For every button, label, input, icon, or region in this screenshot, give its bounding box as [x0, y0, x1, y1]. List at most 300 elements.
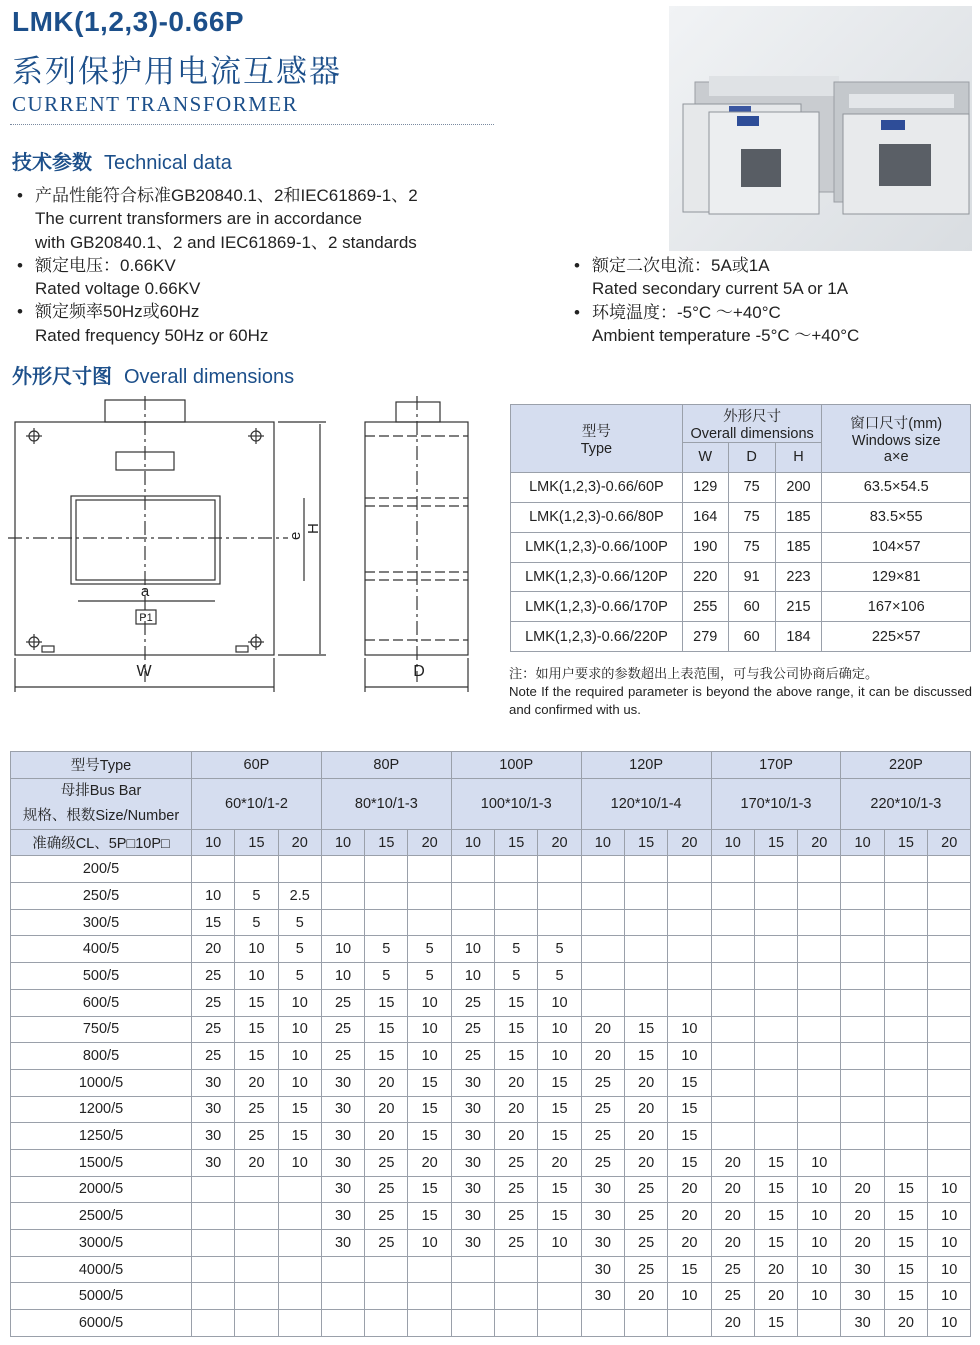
ratio-row	[11, 1096, 971, 1123]
dimension-row	[511, 472, 971, 502]
burden-cell	[754, 936, 797, 963]
dimensions-heading-en: Overall dimensions	[124, 366, 295, 388]
burden-cell: 25	[581, 1123, 624, 1150]
burden-cell: 30	[451, 1123, 494, 1150]
cl-cell: 10	[711, 829, 754, 856]
burden-cell	[278, 1256, 321, 1283]
burden-cell	[408, 1256, 451, 1283]
burden-cell: 10	[408, 1043, 451, 1070]
burden-cell: 10	[538, 1230, 581, 1257]
burden-cell: 10	[928, 1283, 971, 1310]
burden-cell: 20	[365, 1123, 408, 1150]
ratio-cell: 1000/5	[11, 1069, 192, 1096]
burden-cell: 15	[668, 1149, 711, 1176]
burden-cell: 15	[754, 1203, 797, 1230]
burden-cell: 10	[798, 1176, 841, 1203]
burden-cell: 10	[278, 1043, 321, 1070]
burden-cell	[841, 936, 884, 963]
burden-cell: 25	[365, 1149, 408, 1176]
burden-cell: 25	[321, 989, 364, 1016]
burden-cell	[278, 1230, 321, 1257]
value-cell: 225×57	[822, 622, 971, 652]
value-cell: 279	[682, 622, 728, 652]
burden-cell: 15	[365, 1016, 408, 1043]
burden-cell: 10	[928, 1230, 971, 1257]
series-title-cn: 系列保护用电流互感器	[12, 54, 342, 90]
cl-cell: 20	[408, 829, 451, 856]
burden-cell: 10	[798, 1283, 841, 1310]
burden-cell: 20	[192, 936, 235, 963]
burden-cell	[581, 856, 624, 883]
burden-cell	[538, 883, 581, 910]
burden-cell	[928, 1016, 971, 1043]
burden-cell: 30	[841, 1256, 884, 1283]
burden-cell	[538, 1256, 581, 1283]
burden-cell: 15	[884, 1256, 927, 1283]
burden-cell	[711, 989, 754, 1016]
burden-cell	[754, 963, 797, 990]
burden-cell	[408, 1310, 451, 1337]
burden-cell: 20	[754, 1256, 797, 1283]
burden-cell: 25	[321, 1043, 364, 1070]
burden-cell	[798, 856, 841, 883]
burden-cell	[928, 1096, 971, 1123]
burden-cell	[495, 909, 538, 936]
cl-cell: 15	[235, 829, 278, 856]
burden-cell	[841, 963, 884, 990]
burden-cell	[711, 909, 754, 936]
burden-cell: 10	[278, 1016, 321, 1043]
burden-cell	[365, 856, 408, 883]
busbar-cell: 100*10/1-3	[451, 778, 581, 829]
spec-line: • 额定二次电流：5A或1A	[569, 254, 859, 277]
ratio-row	[11, 1016, 971, 1043]
burden-cell: 10	[278, 1069, 321, 1096]
burden-cell: 20	[711, 1230, 754, 1257]
dimension-row	[511, 502, 971, 532]
ratio-row	[11, 1310, 971, 1337]
burden-cell	[798, 1043, 841, 1070]
burden-cell	[668, 963, 711, 990]
dim-label-a: a	[140, 583, 150, 600]
busbar-label-line: 规格、根数Size/Number	[22, 807, 180, 824]
cl-cell: 20	[798, 829, 841, 856]
burden-cell	[624, 856, 667, 883]
burden-cell: 20	[365, 1096, 408, 1123]
burden-cell: 25	[365, 1230, 408, 1257]
burden-cell	[408, 856, 451, 883]
burden-cell	[928, 1149, 971, 1176]
burden-cell: 25	[624, 1256, 667, 1283]
burden-cell: 15	[668, 1123, 711, 1150]
burden-cell: 20	[495, 1069, 538, 1096]
burden-cell	[624, 909, 667, 936]
burden-cell	[711, 936, 754, 963]
burden-cell: 10	[192, 883, 235, 910]
burden-cell	[624, 1310, 667, 1337]
accuracy-table	[10, 751, 971, 1337]
burden-cell: 20	[624, 1123, 667, 1150]
burden-cell	[841, 1149, 884, 1176]
burden-cell: 5	[235, 909, 278, 936]
burden-cell	[841, 1043, 884, 1070]
burden-cell	[754, 1069, 797, 1096]
burden-cell: 10	[451, 963, 494, 990]
burden-cell	[668, 883, 711, 910]
ratio-cell: 6000/5	[11, 1310, 192, 1337]
technical-heading-en: Technical data	[104, 152, 232, 174]
burden-cell	[538, 856, 581, 883]
burden-cell	[624, 963, 667, 990]
burden-cell: 10	[928, 1256, 971, 1283]
burden-cell: 20	[624, 1149, 667, 1176]
value-cell: 63.5×54.5	[822, 472, 971, 502]
burden-cell: 25	[581, 1149, 624, 1176]
burden-cell	[192, 1310, 235, 1337]
value-cell: 185	[775, 502, 822, 532]
cl-cell: 15	[754, 829, 797, 856]
burden-cell	[668, 936, 711, 963]
burden-cell: 10	[668, 1283, 711, 1310]
burden-cell: 25	[365, 1176, 408, 1203]
burden-cell: 25	[321, 1016, 364, 1043]
cl-label: 准确级CL、5P□10P□	[11, 829, 192, 856]
burden-cell: 15	[365, 1043, 408, 1070]
value-cell: 223	[775, 562, 822, 592]
header-divider	[10, 124, 494, 125]
cl-cell: 20	[668, 829, 711, 856]
burden-cell: 15	[495, 1043, 538, 1070]
burden-cell: 5	[278, 963, 321, 990]
burden-cell	[711, 856, 754, 883]
spec-line: • 环境温度：-5°C ～+40°C	[569, 301, 859, 324]
burden-cell: 30	[451, 1069, 494, 1096]
burden-cell	[928, 936, 971, 963]
dim-label-p1: P1	[139, 612, 153, 624]
burden-cell	[408, 1283, 451, 1310]
burden-cell: 30	[581, 1176, 624, 1203]
burden-cell	[235, 856, 278, 883]
burden-cell: 10	[668, 1016, 711, 1043]
burden-cell	[624, 989, 667, 1016]
value-cell: 185	[775, 532, 822, 562]
dimension-table	[510, 404, 971, 652]
burden-cell	[624, 936, 667, 963]
note	[509, 665, 972, 719]
burden-cell	[278, 856, 321, 883]
dimension-row	[511, 622, 971, 652]
cl-cell: 20	[538, 829, 581, 856]
burden-cell	[884, 1043, 927, 1070]
spec-line: The current transformers are in accordance	[35, 209, 362, 229]
ratio-row	[11, 1043, 971, 1070]
burden-cell: 5	[538, 936, 581, 963]
burden-cell: 30	[841, 1310, 884, 1337]
burden-cell	[841, 989, 884, 1016]
ratio-row	[11, 963, 971, 990]
burden-cell	[581, 989, 624, 1016]
type-label: 型号Type	[11, 752, 192, 779]
burden-cell	[451, 1310, 494, 1337]
burden-cell	[798, 1069, 841, 1096]
dimension-drawing	[8, 396, 478, 696]
burden-cell: 30	[581, 1283, 624, 1310]
front-view	[8, 396, 326, 692]
burden-cell: 30	[581, 1230, 624, 1257]
burden-cell: 30	[192, 1069, 235, 1096]
burden-cell	[235, 1176, 278, 1203]
type-header-cell: 220P	[841, 752, 971, 779]
technical-specs-left	[12, 184, 418, 347]
burden-cell	[668, 909, 711, 936]
cl-cell: 15	[624, 829, 667, 856]
burden-cell: 25	[235, 1096, 278, 1123]
ratio-row	[11, 856, 971, 883]
burden-cell	[365, 1310, 408, 1337]
burden-cell	[192, 1256, 235, 1283]
spec-line: Ambient temperature -5°C ～+40°C	[592, 325, 860, 345]
overall-header: 外形尺寸 Overall dimensions	[682, 405, 822, 443]
spec-line: Rated voltage 0.66KV	[35, 279, 201, 299]
burden-cell: 25	[711, 1256, 754, 1283]
burden-cell	[495, 883, 538, 910]
burden-cell: 20	[624, 1283, 667, 1310]
burden-cell: 5	[278, 936, 321, 963]
burden-cell	[278, 1283, 321, 1310]
ratio-row	[11, 1069, 971, 1096]
ratio-cell: 1250/5	[11, 1123, 192, 1150]
burden-cell	[798, 909, 841, 936]
dimension-row	[511, 592, 971, 622]
burden-cell: 10	[278, 1149, 321, 1176]
burden-cell	[841, 1016, 884, 1043]
burden-cell	[711, 883, 754, 910]
spec-line: with GB20840.1、2 and IEC61869-1、2 standards	[35, 232, 417, 252]
burden-cell: 20	[365, 1069, 408, 1096]
value-cell: 104×57	[822, 532, 971, 562]
burden-cell	[408, 909, 451, 936]
burden-cell	[495, 1256, 538, 1283]
burden-cell: 25	[192, 1043, 235, 1070]
burden-cell	[495, 1283, 538, 1310]
burden-cell: 15	[538, 1096, 581, 1123]
burden-cell: 15	[754, 1149, 797, 1176]
burden-cell: 30	[321, 1149, 364, 1176]
burden-cell	[928, 963, 971, 990]
burden-cell	[711, 1069, 754, 1096]
ratio-row	[11, 989, 971, 1016]
burden-cell	[884, 1149, 927, 1176]
burden-cell	[841, 856, 884, 883]
ratio-row	[11, 909, 971, 936]
burden-cell	[884, 963, 927, 990]
burden-cell	[841, 909, 884, 936]
busbar-label	[11, 778, 192, 829]
busbar-cell: 170*10/1-3	[711, 778, 841, 829]
burden-cell: 20	[538, 1149, 581, 1176]
ratio-cell: 1500/5	[11, 1149, 192, 1176]
burden-cell: 10	[928, 1176, 971, 1203]
burden-cell	[192, 856, 235, 883]
burden-cell	[884, 989, 927, 1016]
burden-cell	[754, 1016, 797, 1043]
ratio-row	[11, 936, 971, 963]
burden-cell: 10	[798, 1149, 841, 1176]
burden-cell: 20	[581, 1043, 624, 1070]
burden-cell: 15	[408, 1069, 451, 1096]
burden-cell	[754, 883, 797, 910]
ratio-cell: 1200/5	[11, 1096, 192, 1123]
burden-cell	[798, 1096, 841, 1123]
burden-cell	[235, 1230, 278, 1257]
burden-cell: 25	[451, 1016, 494, 1043]
burden-cell: 20	[841, 1203, 884, 1230]
cl-cell: 15	[365, 829, 408, 856]
burden-cell	[754, 856, 797, 883]
burden-cell: 10	[798, 1256, 841, 1283]
burden-cell	[711, 963, 754, 990]
burden-cell: 15	[538, 1069, 581, 1096]
cl-cell: 10	[451, 829, 494, 856]
value-cell: 83.5×55	[822, 502, 971, 532]
type-cell: LMK(1,2,3)-0.66/170P	[511, 592, 683, 622]
burden-cell	[798, 1123, 841, 1150]
type-cell: LMK(1,2,3)-0.66/80P	[511, 502, 683, 532]
burden-cell: 2.5	[278, 883, 321, 910]
busbar-cell: 220*10/1-3	[841, 778, 971, 829]
burden-cell	[884, 1123, 927, 1150]
value-cell: 75	[728, 532, 775, 562]
value-cell: 200	[775, 472, 822, 502]
value-cell: 220	[682, 562, 728, 592]
burden-cell	[581, 1310, 624, 1337]
burden-cell: 30	[451, 1203, 494, 1230]
burden-cell: 15	[668, 1256, 711, 1283]
burden-cell: 10	[235, 936, 278, 963]
burden-cell: 15	[624, 1043, 667, 1070]
burden-cell: 20	[235, 1149, 278, 1176]
burden-cell: 15	[668, 1096, 711, 1123]
burden-cell	[928, 1123, 971, 1150]
burden-cell: 30	[581, 1256, 624, 1283]
burden-cell: 20	[711, 1176, 754, 1203]
burden-cell: 10	[408, 1230, 451, 1257]
burden-cell: 15	[754, 1310, 797, 1337]
spec-line: • 产品性能符合标准GB20840.1、2和IEC61869-1、2	[12, 184, 418, 207]
burden-cell	[321, 1310, 364, 1337]
burden-cell: 25	[451, 1043, 494, 1070]
burden-cell	[408, 883, 451, 910]
ratio-cell: 750/5	[11, 1016, 192, 1043]
burden-cell	[235, 1310, 278, 1337]
burden-cell	[841, 1123, 884, 1150]
ratio-row	[11, 1149, 971, 1176]
burden-cell: 15	[278, 1123, 321, 1150]
ratio-cell: 250/5	[11, 883, 192, 910]
burden-cell	[278, 1310, 321, 1337]
cl-cell: 10	[321, 829, 364, 856]
busbar-cell: 60*10/1-2	[192, 778, 322, 829]
dim-label-w: W	[136, 663, 152, 680]
burden-cell	[321, 883, 364, 910]
burden-cell	[321, 909, 364, 936]
burden-cell: 10	[321, 936, 364, 963]
burden-cell	[365, 1256, 408, 1283]
burden-cell: 15	[408, 1176, 451, 1203]
burden-cell	[928, 856, 971, 883]
cl-cell: 15	[495, 829, 538, 856]
burden-cell: 15	[538, 1176, 581, 1203]
burden-cell	[321, 1256, 364, 1283]
spec-line: • 额定电压：0.66KV	[12, 254, 418, 277]
burden-cell	[754, 909, 797, 936]
burden-cell: 10	[928, 1310, 971, 1337]
spec-line: Rated frequency 50Hz or 60Hz	[35, 325, 269, 345]
burden-cell: 20	[624, 1096, 667, 1123]
ratio-cell: 5000/5	[11, 1283, 192, 1310]
burden-cell: 15	[668, 1069, 711, 1096]
burden-cell	[581, 936, 624, 963]
burden-cell	[884, 936, 927, 963]
burden-cell	[754, 1096, 797, 1123]
ratio-row	[11, 883, 971, 910]
burden-cell: 15	[365, 989, 408, 1016]
dimensions-heading-cn: 外形尺寸图	[12, 364, 112, 388]
spec-line: Rated secondary current 5A or 1A	[592, 279, 849, 299]
burden-cell: 25	[581, 1069, 624, 1096]
burden-cell	[798, 936, 841, 963]
burden-cell: 5	[408, 936, 451, 963]
cl-cell: 20	[278, 829, 321, 856]
burden-cell	[668, 1310, 711, 1337]
burden-cell	[538, 1310, 581, 1337]
cl-cell: 10	[841, 829, 884, 856]
product-photo	[669, 6, 972, 251]
burden-cell: 10	[538, 1043, 581, 1070]
dimension-row	[511, 562, 971, 592]
burden-cell	[754, 989, 797, 1016]
burden-cell: 5	[235, 883, 278, 910]
dim-label-e: e	[287, 531, 304, 540]
type-cell: LMK(1,2,3)-0.66/220P	[511, 622, 683, 652]
transformer-unit-right	[843, 114, 969, 214]
burden-cell	[798, 1016, 841, 1043]
burden-cell: 25	[624, 1203, 667, 1230]
burden-cell: 15	[495, 1016, 538, 1043]
burden-cell	[278, 1203, 321, 1230]
value-cell: 215	[775, 592, 822, 622]
value-cell: 167×106	[822, 592, 971, 622]
value-cell: 129	[682, 472, 728, 502]
burden-cell	[365, 909, 408, 936]
burden-cell: 30	[321, 1230, 364, 1257]
burden-cell: 10	[668, 1043, 711, 1070]
ratio-cell: 300/5	[11, 909, 192, 936]
burden-cell	[581, 909, 624, 936]
dim-label-d: D	[413, 663, 425, 680]
burden-cell	[192, 1283, 235, 1310]
burden-cell: 10	[408, 1016, 451, 1043]
burden-cell	[928, 1043, 971, 1070]
col-h: H	[775, 443, 822, 473]
technical-heading-cn: 技术参数	[12, 150, 92, 174]
value-cell: 60	[728, 622, 775, 652]
burden-cell: 25	[495, 1176, 538, 1203]
type-header-cell: 60P	[192, 752, 322, 779]
burden-cell: 10	[538, 989, 581, 1016]
type-header-cell: 100P	[451, 752, 581, 779]
burden-cell	[711, 1096, 754, 1123]
